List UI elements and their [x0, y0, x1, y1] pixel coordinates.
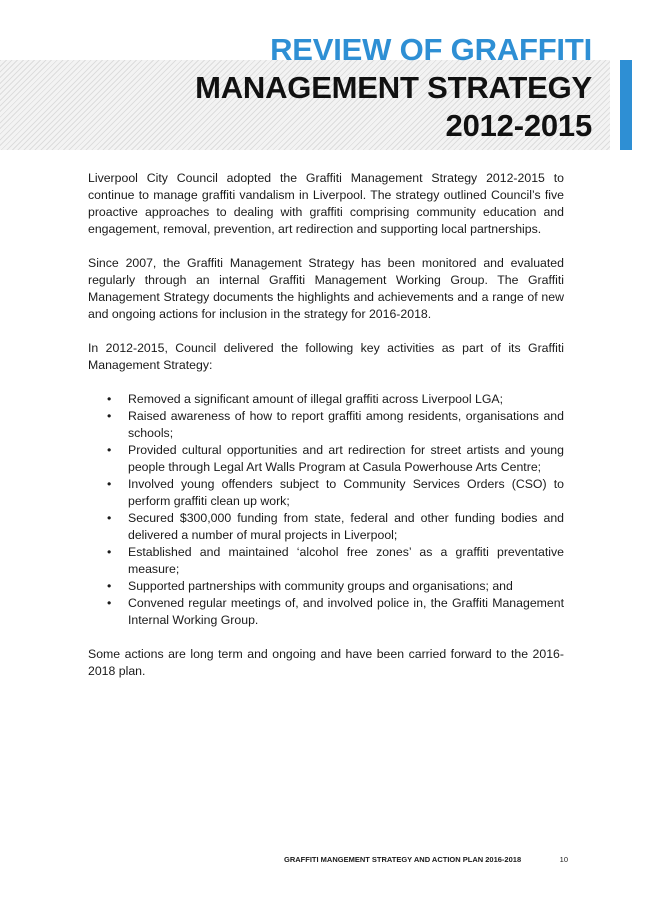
list-item-text: Supported partnerships with community groups and organisations; and: [128, 579, 513, 593]
page-title-line-2: MANAGEMENT STRATEGY: [195, 70, 592, 105]
bullet-icon: •: [107, 545, 112, 559]
closing-paragraph: Some actions are long term and ongoing and have been carried forward to the 2016-2018 plan.: [88, 647, 564, 678]
list-item-text: Provided cultural opportunities and art redirection for street artists and young people through Legal Art Walls Program at Casula Powerhouse Arts Centre;: [128, 443, 564, 474]
activities-list: [88, 391, 564, 629]
page-title-line-3: 2012-2015: [445, 108, 592, 143]
list-item: [88, 476, 564, 510]
bullet-icon: •: [107, 579, 112, 593]
monitoring-paragraph: Since 2007, the Graffiti Management Strategy has been monitored and evaluated regularly through an internal Graffiti Management Working Group. The Graffiti Management Strategy documents the highlights and achievements and a range of new and ongoing actions for inclusion in the strategy for 2016-2018.: [88, 256, 564, 321]
bullet-icon: •: [107, 392, 112, 406]
bullet-icon: •: [107, 511, 112, 525]
footer-document-title: GRAFFITI MANGEMENT STRATEGY AND ACTION PLAN 2016-2018: [284, 855, 522, 864]
list-item-text: Raised awareness of how to report graffiti among residents, organisations and schools;: [128, 409, 564, 440]
list-item: [88, 408, 564, 442]
page-footer: [284, 855, 568, 864]
bullet-icon: •: [107, 443, 112, 457]
intro-paragraph: Liverpool City Council adopted the Graffiti Management Strategy 2012-2015 to continue to manage graffiti vandalism in Liverpool. The strategy outlined Council’s five proactive approaches to dealing with graffiti comprising community education and engagement, removal, prevention, art redirection and supporting local partnerships.: [88, 171, 564, 236]
bullet-icon: •: [107, 477, 112, 491]
bullet-icon: •: [107, 409, 112, 423]
body-content: [88, 170, 564, 697]
list-item: [88, 578, 564, 595]
page-number: 10: [559, 855, 568, 864]
list-item: [88, 544, 564, 578]
bullet-icon: •: [107, 596, 112, 610]
list-item-text: Removed a significant amount of illegal graffiti across Liverpool LGA;: [128, 392, 504, 406]
list-item: [88, 442, 564, 476]
activities-intro-paragraph: In 2012-2015, Council delivered the following key activities as part of its Graffiti Management Strategy:: [88, 341, 564, 372]
header-accent-bar: [620, 60, 632, 150]
list-item-text: Involved young offenders subject to Community Services Orders (CSO) to perform graffiti clean up work;: [128, 477, 564, 508]
list-item-text: Secured $300,000 funding from state, federal and other funding bodies and delivered a number of mural projects in Liverpool;: [128, 511, 564, 542]
page-title-line-1: REVIEW OF GRAFFITI: [270, 32, 592, 67]
list-item: [88, 595, 564, 629]
list-item-text: Established and maintained ‘alcohol free zones’ as a graffiti preventative measure;: [128, 545, 564, 576]
list-item: [88, 510, 564, 544]
list-item: [88, 391, 564, 408]
list-item-text: Convened regular meetings of, and involved police in, the Graffiti Management Internal Working Group.: [128, 596, 564, 627]
